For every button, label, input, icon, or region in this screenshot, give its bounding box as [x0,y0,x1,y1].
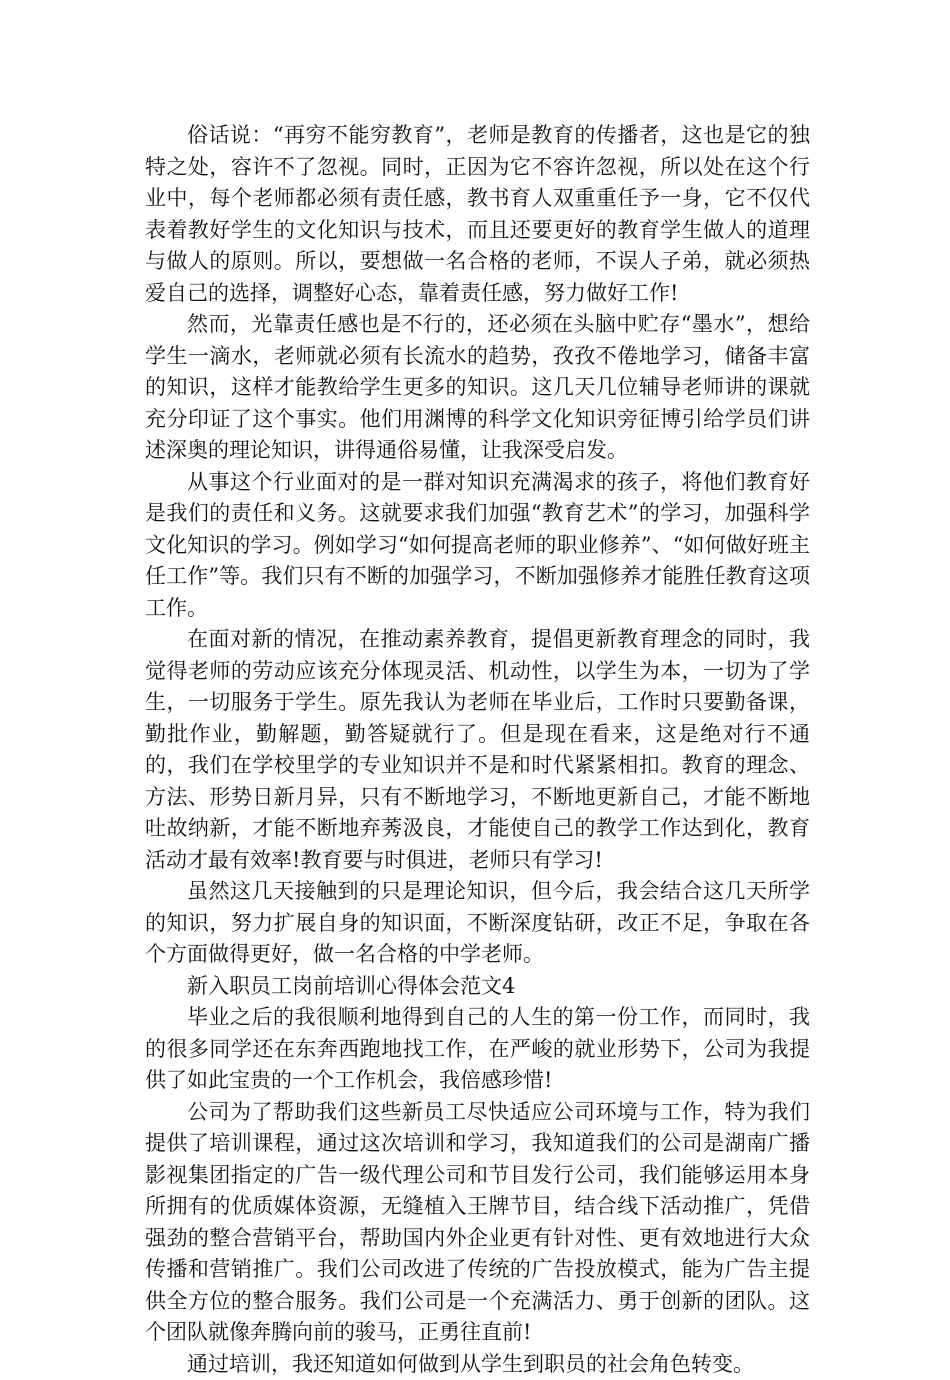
document-body [145,120,810,1380]
paragraph-new-situation: 在面对新的情况，在推动素养教育，提倡更新教育理念的同时，我觉得老师的劳动应该充分体现灵活、机动性，以学生为本，一切为了学生，一切服务于学生。原先我认为老师在毕业后，工作时只要勤备课，勤批作业，勤解题，勤答疑就行了。但是现在看来，这是绝对行不通的，我们在学校里学的专业知识并不是和时代紧紧相扣。教育的理念、方法、形势日新月异，只有不断地学习，不断地更新自己，才能不断地吐故纳新，才能不断地弃莠汲良，才能使自己的教学工作达到化，教育活动才最有效率!教育要与时俱进，老师只有学习! [145,624,810,876]
paragraph-first-job: 毕业之后的我很顺利地得到自己的人生的第一份工作，而同时，我的很多同学还在东奔西跑地找工作，在严峻的就业形势下，公司为我提供了如此宝贵的一个工作机会，我倍感珍惜! [145,1002,810,1097]
paragraph-conclusion: 虽然这几天接触到的只是理论知识，但今后，我会结合这几天所学的知识，努力扩展自身的知识面，不断深度钻研，改正不足，争取在各个方面做得更好，做一名合格的中学老师。 [145,876,810,971]
section-heading: 新入职员工岗前培训心得体会范文4 [145,971,810,1003]
paragraph-duty: 从事这个行业面对的是一群对知识充满渴求的孩子，将他们教育好是我们的责任和义务。这就要求我们加强“教育艺术”的学习，加强科学文化知识的学习。例如学习“如何提高老师的职业修养”、“如何做好班主任工作”等。我们只有不断的加强学习，不断加强修养才能胜任教育这项工作。 [145,467,810,625]
paragraph-knowledge: 然而，光靠责任感也是不行的，还必须在头脑中贮存“墨水”，想给学生一滴水，老师就必须有长流水的趋势，孜孜不倦地学习，储备丰富的知识，这样才能教给学生更多的知识。这几天几位辅导老师讲的课就充分印证了这个事实。他们用渊博的科学文化知识旁征博引给学员们讲述深奥的理论知识，讲得通俗易懂，让我深受启发。 [145,309,810,467]
paragraph-company-training: 公司为了帮助我们这些新员工尽快适应公司环境与工作，特为我们提供了培训课程，通过这次培训和学习，我知道我们的公司是湖南广播影视集团指定的广告一级代理公司和节目发行公司，我们能够运用本身所拥有的优质媒体资源，无缝植入王牌节目，结合线下活动推广，凭借强劲的整合营销平台，帮助国内外企业更有针对性、更有效地进行大众传播和营销推广。我们公司改进了传统的广告投放模式，能为广告主提供全方位的整合服务。我们公司是一个充满活力、勇于创新的团队。这个团队就像奔腾向前的骏马，正勇往直前! [145,1097,810,1349]
paragraph-responsibility: 俗话说：“再穷不能穷教育”，老师是教育的传播者，这也是它的独特之处，容许不了忽视。同时，正因为它不容许忽视，所以处在这个行业中，每个老师都必须有责任感，教书育人双重重任予一身，它不仅代表着教好学生的文化知识与技术，而且还要更好的教育学生做人的道理与做人的原则。所以，要想做一名合格的老师，不误人子弟，就必须热爱自己的选择，调整好心态，靠着责任感，努力做好工作! [145,120,810,309]
paragraph-role-change: 通过培训，我还知道如何做到从学生到职员的社会角色转变。 [145,1349,810,1380]
